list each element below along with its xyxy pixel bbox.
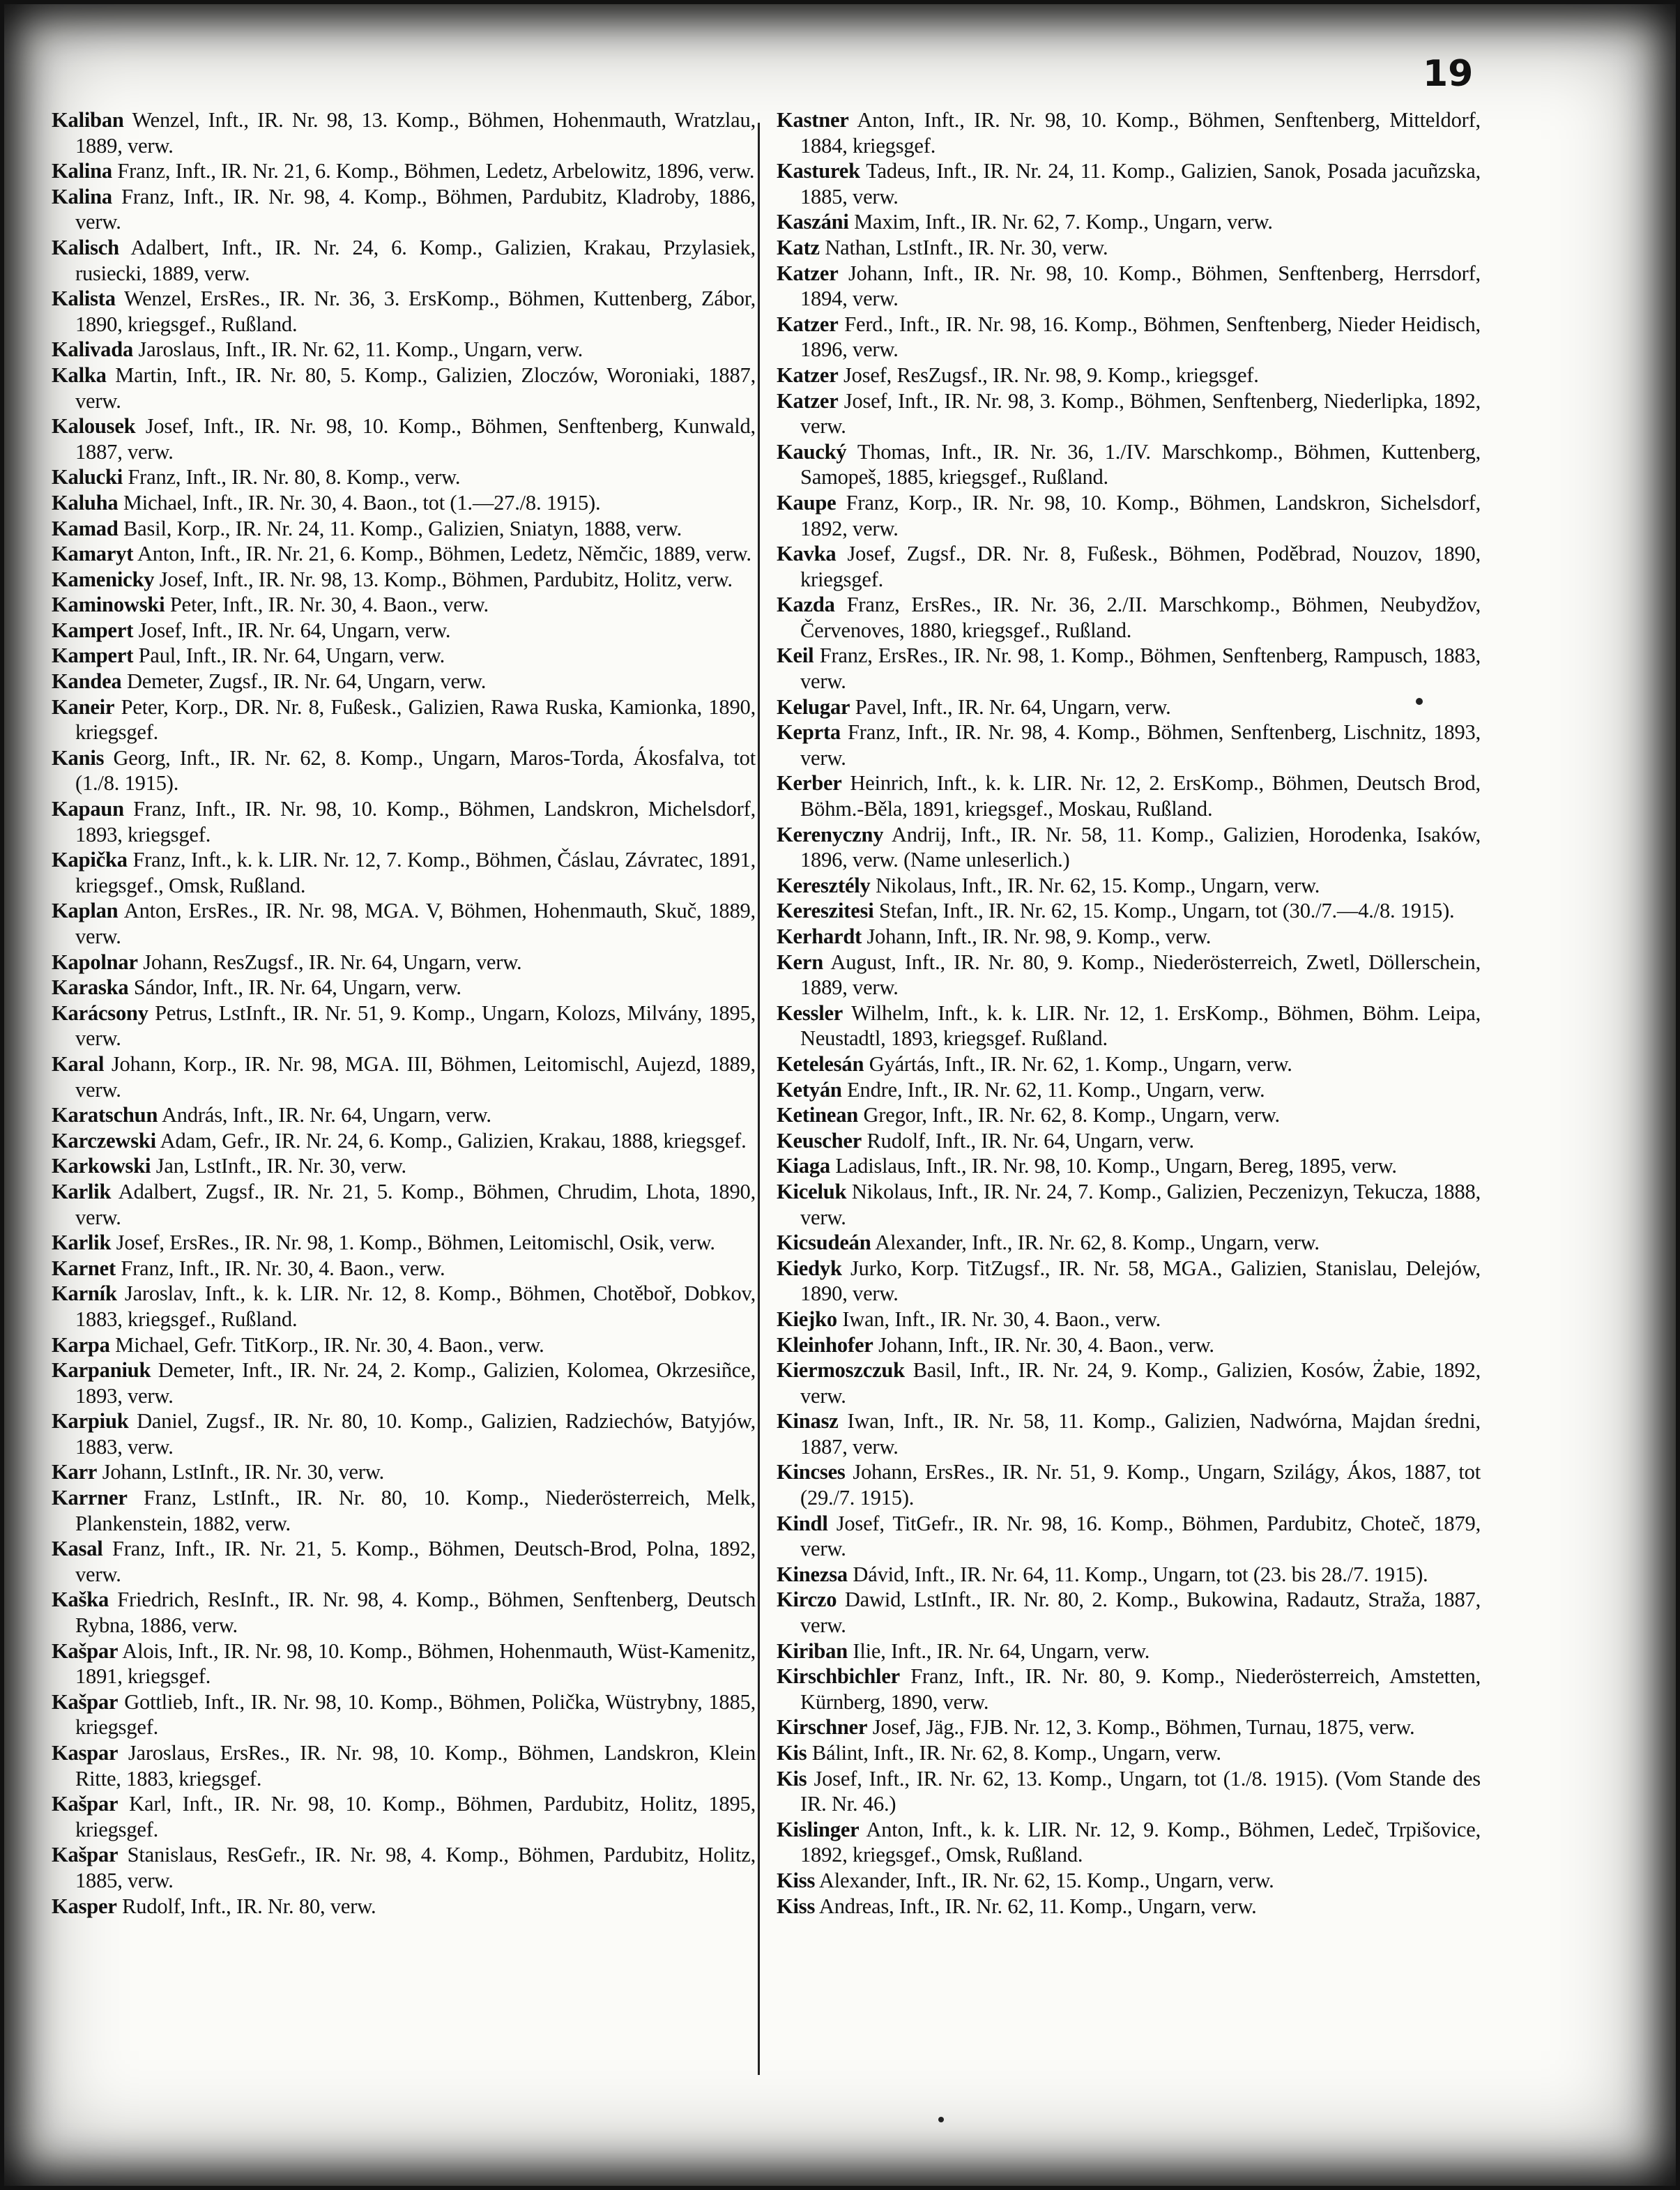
column-divider [758, 123, 760, 2075]
list-item [777, 388, 1481, 439]
entry-surname: Keuscher [777, 1128, 862, 1153]
entry-surname: Katzer [777, 363, 839, 387]
entry-details: Basil, Inft., IR. Nr. 24, 9. Komp., Galizien, Kosów, Żabie, 1892, verw. [800, 1358, 1481, 1408]
entry-details: Alois, Inft., IR. Nr. 98, 10. Komp., Böhmen, Hohenmauth, Wüst-Kamenitz, 1891, kriegsgef. [75, 1638, 756, 1689]
entry-surname: Kampert [52, 644, 134, 668]
entry-details: Franz, Inft., IR. Nr. 30, 4. Baon., verw. [121, 1256, 445, 1280]
entry-details: Franz, Inft., IR. Nr. 98, 10. Komp., Böhmen, Landskron, Michelsdorf, 1893, kriegsgef. [75, 797, 756, 846]
list-item [777, 1001, 1481, 1051]
list-item [52, 1102, 756, 1128]
entry-surname: Karácsony [52, 1001, 148, 1025]
entry-details: Alexander, Inft., IR. Nr. 62, 15. Komp., Ungarn, verw. [818, 1868, 1274, 1892]
entry-details: Petrus, LstInft., IR. Nr. 51, 9. Komp., Ungarn, Kolozs, Milvány, 1895, verw. [75, 1001, 756, 1051]
entry-surname: Keresztély [777, 873, 871, 897]
list-item [777, 1077, 1481, 1103]
list-item [52, 1408, 756, 1459]
list-item [777, 1179, 1481, 1230]
entry-details: Gyártás, Inft., IR. Nr. 62, 1. Komp., Ungarn, verw. [869, 1051, 1292, 1076]
entry-surname: Kinasz [777, 1409, 839, 1434]
entry-surname: Kaszáni [777, 210, 849, 234]
entry-details: András, Inft., IR. Nr. 64, Ungarn, verw. [161, 1103, 491, 1127]
entry-details: Rudolf, Inft., IR. Nr. 64, Ungarn, verw. [866, 1128, 1194, 1153]
entry-surname: Kiejko [777, 1307, 837, 1331]
entry-surname: Kessler [777, 1001, 843, 1025]
entry-surname: Kaplan [52, 899, 119, 923]
list-item [777, 1153, 1481, 1179]
list-item [777, 1358, 1481, 1408]
entry-details: Nathan, LstInft., IR. Nr. 30, verw. [825, 235, 1108, 259]
entry-surname: Kaneir [52, 694, 115, 719]
entry-details: Franz, Korp., IR. Nr. 98, 10. Komp., Böhmen, Landskron, Sichelsdorf, 1892, verw. [800, 490, 1481, 540]
entry-surname: Karaska [52, 975, 129, 1000]
entry-details: Franz, Inft., IR. Nr. 21, 6. Komp., Böhmen, Ledetz, Arbelowitz, 1896, verw. [117, 159, 755, 183]
entry-details: Michael, Gefr. TitKorp., IR. Nr. 30, 4. Baon., verw. [115, 1332, 544, 1357]
entry-details: Josef, Inft., IR. Nr. 98, 10. Komp., Böhmen, Senftenberg, Kunwald, 1887, verw. [75, 414, 756, 464]
entry-surname: Kanis [52, 745, 105, 770]
entry-details: Johann, LstInft., IR. Nr. 30, verw. [102, 1460, 385, 1484]
list-item [52, 1894, 756, 1919]
entry-surname: Kandea [52, 669, 122, 694]
entry-details: Franz, Inft., IR. Nr. 21, 5. Komp., Böhmen, Deutsch-Brod, Polna, 1892, verw. [75, 1537, 756, 1586]
list-item [777, 261, 1481, 312]
list-item [777, 1230, 1481, 1256]
entry-details: Franz, Inft., k. k. LIR. Nr. 12, 7. Komp., Böhmen, Čáslau, Závratec, 1891, kriegsgef., Omsk, Rußland. [75, 848, 756, 897]
list-item [777, 1051, 1481, 1077]
entry-surname: Kerhardt [777, 925, 862, 948]
entry-surname: Ketinean [777, 1103, 859, 1127]
entry-surname: Kasper [52, 1894, 117, 1918]
entry-details: Paul, Inft., IR. Nr. 64, Ungarn, verw. [138, 644, 445, 668]
entry-details: Franz, Inft., IR. Nr. 98, 4. Komp., Böhmen, Pardubitz, Kladroby, 1886, verw. [75, 184, 756, 234]
entry-details: Rudolf, Inft., IR. Nr. 80, verw. [122, 1894, 376, 1918]
entry-details: Josef, ResZugsf., IR. Nr. 98, 9. Komp., kriegsgef. [843, 363, 1259, 387]
entry-details: Stefan, Inft., IR. Nr. 62, 15. Komp., Ungarn, tot (30./7.—4./8. 1915). [878, 899, 1455, 923]
list-item [777, 1511, 1481, 1562]
entry-details: Demeter, Zugsf., IR. Nr. 64, Ungarn, verw. [126, 669, 487, 694]
entry-surname: Kincses [777, 1460, 846, 1484]
entry-surname: Kalka [52, 363, 107, 387]
list-item [52, 184, 756, 235]
entry-surname: Kavka [777, 542, 837, 566]
entry-surname: Kindl [777, 1511, 828, 1535]
entry-details: Stanislaus, ResGefr., IR. Nr. 98, 4. Komp., Böhmen, Pardubitz, Holitz, 1885, verw. [75, 1843, 756, 1892]
list-item [52, 490, 756, 516]
list-item [777, 1817, 1481, 1868]
entry-details: Josef, Inft., IR. Nr. 64, Ungarn, verw. [138, 618, 451, 642]
entry-surname: Kasturek [777, 159, 860, 183]
entry-surname: Karrner [52, 1486, 128, 1510]
entry-details: Franz, Inft., IR. Nr. 98, 4. Komp., Böhmen, Senftenberg, Lischnitz, 1893, verw. [800, 720, 1481, 770]
list-item [52, 1638, 756, 1689]
list-item [777, 643, 1481, 694]
list-item [777, 1766, 1481, 1817]
entry-surname: Kern [777, 950, 823, 974]
entry-surname: Karpaniuk [52, 1358, 151, 1383]
list-item [52, 1153, 756, 1179]
entry-surname: Kalivada [52, 337, 134, 362]
entry-details: Jaroslav, Inft., k. k. LIR. Nr. 12, 8. Komp., Böhmen, Chotěboř, Dobkov, 1883, kriegsgef., Rußland. [75, 1282, 756, 1331]
entry-details: Johann, ResZugsf., IR. Nr. 64, Ungarn, verw. [143, 950, 522, 974]
entry-surname: Kalina [52, 184, 112, 208]
list-item [777, 950, 1481, 1001]
list-item [52, 898, 756, 949]
list-item [777, 209, 1481, 235]
entry-details: Heinrich, Inft., k. k. LIR. Nr. 12, 2. ErsKomp., Böhmen, Deutsch Brod, Böhm.-Běla, 1891, kriegsgef., Moskau, Rußland. [800, 771, 1481, 821]
list-item [777, 158, 1481, 209]
list-item [777, 1408, 1481, 1459]
entry-surname: Kiceluk [777, 1179, 847, 1203]
list-item [777, 1128, 1481, 1154]
entry-details: Bálint, Inft., IR. Nr. 62, 8. Komp., Ungarn, verw. [811, 1741, 1221, 1765]
entry-details: Johann, Inft., IR. Nr. 98, 10. Komp., Böhmen, Senftenberg, Herrsdorf, 1894, verw. [800, 261, 1481, 311]
entry-surname: Karlik [52, 1231, 112, 1255]
list-item [777, 1664, 1481, 1714]
list-item [777, 898, 1481, 924]
entry-details: Dávid, Inft., IR. Nr. 64, 11. Komp., Ungarn, tot (23. bis 28./7. 1915). [853, 1562, 1428, 1586]
list-item [52, 1128, 756, 1154]
entry-details: Josef, TitGefr., IR. Nr. 98, 16. Komp., Böhmen, Pardubitz, Choteč, 1879, verw. [800, 1511, 1481, 1561]
list-item [52, 950, 756, 975]
list-item [52, 1179, 756, 1230]
entry-details: Josef, Inft., IR. Nr. 62, 13. Komp., Ungarn, tot (1./8. 1915). (Vom Stande des IR. Nr. 46.) [800, 1766, 1481, 1816]
entry-surname: Kicsudeán [777, 1231, 871, 1255]
entry-surname: Kiermoszczuk [777, 1358, 905, 1383]
list-item [777, 1307, 1481, 1332]
list-item [777, 312, 1481, 363]
entry-details: Anton, Inft., k. k. LIR. Nr. 12, 9. Komp., Böhmen, Ledeč, Trpišovice, 1892, kriegsgef., Omsk, Rußland. [800, 1817, 1481, 1867]
list-item [52, 1791, 756, 1842]
ink-spot [1416, 698, 1423, 705]
list-item [777, 873, 1481, 899]
entry-surname: Kapička [52, 848, 128, 872]
list-item [52, 1051, 756, 1102]
entry-surname: Karlik [52, 1179, 112, 1203]
list-item [777, 822, 1481, 873]
entry-details: Johann, ErsRes., IR. Nr. 51, 9. Komp., Ungarn, Szilágy, Ákos, 1887, tot (29./7. 1915). [800, 1460, 1481, 1510]
list-item [777, 1562, 1481, 1588]
list-item [777, 1256, 1481, 1307]
list-item [777, 694, 1481, 720]
entry-details: Sándor, Inft., IR. Nr. 64, Ungarn, verw. [133, 975, 461, 1000]
right-column [777, 107, 1481, 1919]
entry-details: Andrij, Inft., IR. Nr. 58, 11. Komp., Galizien, Horodenka, Isaków, 1896, verw. (Name unleserlich.) [800, 822, 1481, 872]
entry-surname: Kašpar [52, 1843, 119, 1867]
list-item [52, 158, 756, 184]
entry-surname: Kirschner [777, 1715, 868, 1740]
list-item [777, 1714, 1481, 1740]
entry-details: Friedrich, ResInft., IR. Nr. 98, 4. Komp., Böhmen, Senftenberg, Deutsch Rybna, 1886, verw. [75, 1588, 756, 1638]
entry-details: Endre, Inft., IR. Nr. 62, 11. Komp., Ungarn, verw. [847, 1077, 1265, 1102]
entry-surname: Karpa [52, 1332, 110, 1357]
entry-surname: Kinezsa [777, 1562, 848, 1586]
entry-details: Jaroslaus, ErsRes., IR. Nr. 98, 10. Komp., Böhmen, Landskron, Klein Ritte, 1883, kriegsgef. [75, 1741, 756, 1790]
entry-surname: Kazda [777, 593, 835, 617]
entry-surname: Kelugar [777, 694, 850, 719]
entry-details: Jaroslaus, Inft., IR. Nr. 62, 11. Komp., Ungarn, verw. [138, 337, 583, 362]
list-item [52, 1001, 756, 1051]
entry-details: Gottlieb, Inft., IR. Nr. 98, 10. Komp., Böhmen, Polička, Wüstrybny, 1885, kriegsgef. [75, 1689, 756, 1740]
entry-surname: Karpiuk [52, 1409, 129, 1434]
entry-surname: Kaupe [777, 490, 837, 515]
list-item [52, 1358, 756, 1408]
entry-surname: Kamenicky [52, 567, 155, 591]
entry-details: Demeter, Inft., IR. Nr. 24, 2. Komp., Galizien, Kolomea, Okrzesiñce, 1893, verw. [75, 1358, 756, 1408]
list-item [52, 745, 756, 796]
list-item [777, 490, 1481, 541]
entry-details: Adalbert, Zugsf., IR. Nr. 21, 5. Komp., Böhmen, Chrudim, Lhota, 1890, verw. [75, 1179, 756, 1229]
list-item [777, 924, 1481, 950]
entry-surname: Kalousek [52, 414, 136, 439]
list-item [52, 1230, 756, 1256]
entry-surname: Karatschun [52, 1103, 158, 1127]
entry-surname: Kis [777, 1766, 807, 1790]
entry-surname: Kaliban [52, 108, 124, 132]
list-item [52, 363, 756, 413]
entry-details: Daniel, Zugsf., IR. Nr. 80, 10. Komp., Galizien, Radziechów, Batyjów, 1883, verw. [75, 1409, 756, 1459]
entry-details: Wenzel, Inft., IR. Nr. 98, 13. Komp., Böhmen, Hohenmauth, Wratzlau, 1889, verw. [75, 108, 756, 158]
entry-surname: Kerber [777, 771, 842, 796]
list-item [52, 1459, 756, 1485]
entry-details: August, Inft., IR. Nr. 80, 9. Komp., Niederösterreich, Zwetl, Döllerschein, 1889, verw. [800, 950, 1481, 1000]
list-item [777, 439, 1481, 490]
entry-surname: Kaucký [777, 439, 847, 464]
list-item [52, 592, 756, 618]
entry-details: Jan, LstInft., IR. Nr. 30, verw. [155, 1154, 406, 1178]
entry-details: Josef, Zugsf., DR. Nr. 8, Fußesk., Böhmen, Poděbrad, Nouzov, 1890, kriegsgef. [800, 542, 1481, 591]
entry-details: Josef, Inft., IR. Nr. 98, 13. Komp., Böhmen, Pardubitz, Holitz, verw. [159, 567, 733, 591]
entry-details: Adalbert, Inft., IR. Nr. 24, 6. Komp., Galizien, Krakau, Przylasiek, rusiecki, 1889, verw. [75, 235, 756, 285]
list-item [52, 1256, 756, 1282]
entry-surname: Kirschbichler [777, 1664, 900, 1689]
entry-surname: Kamaryt [52, 542, 134, 566]
entry-surname: Kiss [777, 1868, 816, 1892]
entry-details: Ladislaus, Inft., IR. Nr. 98, 10. Komp., Ungarn, Bereg, 1895, verw. [835, 1154, 1397, 1178]
list-item [777, 235, 1481, 261]
entry-surname: Kalina [52, 159, 112, 183]
entry-details: Josef, Inft., IR. Nr. 98, 3. Komp., Böhmen, Senftenberg, Niederlipka, 1892, verw. [800, 388, 1481, 439]
list-item [52, 464, 756, 490]
list-item [777, 592, 1481, 643]
entry-surname: Kaluha [52, 490, 119, 515]
entry-details: Georg, Inft., IR. Nr. 62, 8. Komp., Ungarn, Maros-Torda, Ákosfalva, tot (1./8. 1915). [75, 745, 756, 796]
entry-surname: Kaminowski [52, 593, 165, 617]
entry-surname: Kerenyczny [777, 822, 884, 846]
entry-surname: Kleinhofer [777, 1332, 873, 1357]
entry-surname: Kalisch [52, 235, 119, 259]
list-item [52, 1689, 756, 1740]
entry-details: Franz, ErsRes., IR. Nr. 98, 1. Komp., Böhmen, Senftenberg, Rampusch, 1883, verw. [800, 644, 1481, 694]
entry-details: Wenzel, ErsRes., IR. Nr. 36, 3. ErsKomp., Böhmen, Kuttenberg, Zábor, 1890, kriegsgef., Rußland. [75, 287, 756, 336]
entry-details: Peter, Korp., DR. Nr. 8, Fußesk., Galizien, Rawa Ruska, Kamionka, 1890, kriegsgef. [75, 694, 756, 745]
entry-details: Tadeus, Inft., IR. Nr. 24, 11. Komp., Galizien, Sanok, Posada jacuñzska, 1885, verw. [800, 159, 1481, 208]
list-item [777, 541, 1481, 592]
list-item [52, 796, 756, 847]
entry-surname: Kereszitesi [777, 899, 874, 923]
entry-details: Josef, Jäg., FJB. Nr. 12, 3. Komp., Böhmen, Turnau, 1875, verw. [872, 1715, 1415, 1740]
list-item [52, 567, 756, 593]
entry-surname: Kiss [777, 1894, 816, 1918]
entry-surname: Kiedyk [777, 1256, 842, 1280]
list-item [777, 1459, 1481, 1510]
entry-surname: Kašpar [52, 1792, 119, 1816]
list-item [777, 107, 1481, 158]
entry-details: Pavel, Inft., IR. Nr. 64, Ungarn, verw. [855, 694, 1171, 719]
entry-surname: Kapaun [52, 797, 124, 821]
entry-surname: Katzer [777, 312, 839, 336]
entry-surname: Kaspar [52, 1741, 119, 1765]
entry-details: Adam, Gefr., IR. Nr. 24, 6. Komp., Galizien, Krakau, 1888, kriegsgef. [160, 1128, 747, 1153]
entry-surname: Ketelesán [777, 1051, 864, 1076]
entry-surname: Kalucki [52, 465, 123, 489]
list-item [52, 618, 756, 644]
entry-details: Johann, Korp., IR. Nr. 98, MGA. III, Böhmen, Leitomischl, Aujezd, 1889, verw. [75, 1051, 756, 1102]
entry-surname: Kis [777, 1741, 807, 1765]
list-item [777, 1638, 1481, 1664]
entry-details: Nikolaus, Inft., IR. Nr. 24, 7. Komp., Galizien, Peczenizyn, Tekucza, 1888, verw. [800, 1179, 1481, 1229]
entry-surname: Kampert [52, 618, 134, 642]
entry-details: Johann, Inft., IR. Nr. 30, 4. Baon., verw. [878, 1332, 1214, 1357]
entry-details: Jurko, Korp. TitZugsf., IR. Nr. 58, MGA., Galizien, Stanislau, Delejów, 1890, verw. [800, 1256, 1481, 1306]
entry-surname: Karczewski [52, 1128, 156, 1153]
list-item [52, 1281, 756, 1332]
page-number: 19 [1423, 53, 1474, 95]
entry-details: Peter, Inft., IR. Nr. 30, 4. Baon., verw. [169, 593, 489, 617]
list-item [52, 516, 756, 542]
entry-surname: Karkowski [52, 1154, 151, 1178]
entry-surname: Kapolnar [52, 950, 138, 974]
entry-surname: Katzer [777, 261, 839, 285]
entry-details: Anton, Inft., IR. Nr. 98, 10. Komp., Böhmen, Senftenberg, Mitteldorf, 1884, kriegsgef. [800, 108, 1481, 158]
entry-details: Karl, Inft., IR. Nr. 98, 10. Komp., Böhmen, Pardubitz, Holitz, 1895, kriegsgef. [75, 1792, 756, 1841]
list-item [52, 235, 756, 286]
entry-surname: Katz [777, 235, 820, 259]
list-item [52, 107, 756, 158]
entry-surname: Karr [52, 1460, 98, 1484]
entry-surname: Kiriban [777, 1638, 848, 1663]
entry-surname: Kašpar [52, 1638, 119, 1663]
entry-details: Andreas, Inft., IR. Nr. 62, 11. Komp., Ungarn, verw. [818, 1894, 1257, 1918]
list-item [52, 669, 756, 694]
entry-surname: Katzer [777, 388, 839, 413]
entry-surname: Ketyán [777, 1077, 842, 1102]
left-column [52, 107, 756, 1919]
entry-surname: Kalista [52, 287, 116, 311]
entry-details: Nikolaus, Inft., IR. Nr. 62, 15. Komp., Ungarn, verw. [876, 873, 1320, 897]
entry-surname: Kastner [777, 108, 849, 132]
list-item [777, 1894, 1481, 1919]
ink-spot [938, 2117, 944, 2122]
entry-details: Franz, LstInft., IR. Nr. 80, 10. Komp., Niederösterreich, Melk, Plankenstein, 1882, verw. [75, 1486, 756, 1535]
entry-details: Martin, Inft., IR. Nr. 80, 5. Komp., Galizien, Zloczów, Woroniaki, 1887, verw. [75, 363, 756, 413]
entry-details: Josef, ErsRes., IR. Nr. 98, 1. Komp., Böhmen, Leitomischl, Osik, verw. [116, 1231, 715, 1255]
list-item [777, 363, 1481, 388]
list-item [777, 1868, 1481, 1894]
entry-surname: Karník [52, 1282, 117, 1306]
list-item [52, 286, 756, 337]
list-item [52, 847, 756, 898]
entry-surname: Kiaga [777, 1154, 830, 1178]
entry-surname: Kirczo [777, 1588, 837, 1612]
list-item [52, 1587, 756, 1638]
entry-details: Iwan, Inft., IR. Nr. 30, 4. Baon., verw. [842, 1307, 1161, 1331]
entry-details: Iwan, Inft., IR. Nr. 58, 11. Komp., Galizien, Nadwórna, Majdan średni, 1887, verw. [800, 1409, 1481, 1459]
entry-surname: Kaška [52, 1588, 109, 1612]
entry-details: Thomas, Inft., IR. Nr. 36, 1./IV. Marschkomp., Böhmen, Kuttenberg, Samopeš, 1885, kriegsgef., Rußland. [800, 439, 1481, 489]
list-item [52, 1536, 756, 1587]
list-item [52, 337, 756, 363]
list-item [777, 720, 1481, 770]
entry-details: Basil, Korp., IR. Nr. 24, 11. Komp., Galizien, Sniatyn, 1888, verw. [123, 516, 682, 540]
entry-surname: Keprta [777, 720, 841, 745]
entry-details: Franz, Inft., IR. Nr. 80, 9. Komp., Niederösterreich, Amstetten, Kürnberg, 1890, verw. [800, 1664, 1481, 1714]
entry-surname: Kašpar [52, 1689, 119, 1714]
entry-details: Gregor, Inft., IR. Nr. 62, 8. Komp., Ungarn, verw. [863, 1103, 1280, 1127]
list-item [777, 1102, 1481, 1128]
entry-details: Michael, Inft., IR. Nr. 30, 4. Baon., tot (1.—27./8. 1915). [123, 490, 601, 515]
entry-details: Ilie, Inft., IR. Nr. 64, Ungarn, verw. [853, 1638, 1150, 1663]
entry-details: Anton, ErsRes., IR. Nr. 98, MGA. V, Böhmen, Hohenmauth, Skuč, 1889, verw. [75, 899, 756, 948]
entry-details: Dawid, LstInft., IR. Nr. 80, 2. Komp., Bukowina, Radautz, Straža, 1887, verw. [800, 1588, 1481, 1638]
entry-details: Wilhelm, Inft., k. k. LIR. Nr. 12, 1. ErsKomp., Böhmen, Böhm. Leipa, Neustadtl, 1893, kriegsgef. Rußland. [800, 1001, 1481, 1051]
list-item [52, 1842, 756, 1893]
list-item [52, 643, 756, 669]
entry-details: Franz, Inft., IR. Nr. 80, 8. Komp., verw. [128, 465, 461, 489]
list-item [52, 975, 756, 1001]
entry-surname: Kasal [52, 1537, 103, 1561]
entry-details: Maxim, Inft., IR. Nr. 62, 7. Komp., Ungarn, verw. [854, 210, 1273, 234]
list-item [52, 694, 756, 745]
list-item [52, 541, 756, 567]
entry-surname: Keil [777, 644, 814, 668]
entry-details: Ferd., Inft., IR. Nr. 98, 16. Komp., Böhmen, Senftenberg, Nieder Heidisch, 1896, verw. [800, 312, 1481, 362]
list-item [52, 1485, 756, 1536]
entry-surname: Karnet [52, 1256, 116, 1280]
entry-details: Anton, Inft., IR. Nr. 21, 6. Komp., Böhmen, Ledetz, Němčic, 1889, verw. [137, 542, 751, 566]
entry-details: Franz, ErsRes., IR. Nr. 36, 2./II. Marschkomp., Böhmen, Neubydžov, Červenoves, 1880, kriegsgef., Rußland. [800, 593, 1481, 642]
entry-surname: Karal [52, 1051, 105, 1076]
entry-details: Alexander, Inft., IR. Nr. 62, 8. Komp., Ungarn, verw. [875, 1231, 1320, 1255]
list-item [52, 1332, 756, 1358]
list-item [777, 1740, 1481, 1766]
list-item [52, 413, 756, 464]
entry-surname: Kamad [52, 516, 119, 540]
entry-details: Johann, Inft., IR. Nr. 98, 9. Komp., verw. [866, 925, 1212, 948]
list-item [777, 1332, 1481, 1358]
list-item [777, 770, 1481, 821]
entry-surname: Kislinger [777, 1817, 860, 1841]
list-item [52, 1740, 756, 1791]
list-item [777, 1587, 1481, 1638]
